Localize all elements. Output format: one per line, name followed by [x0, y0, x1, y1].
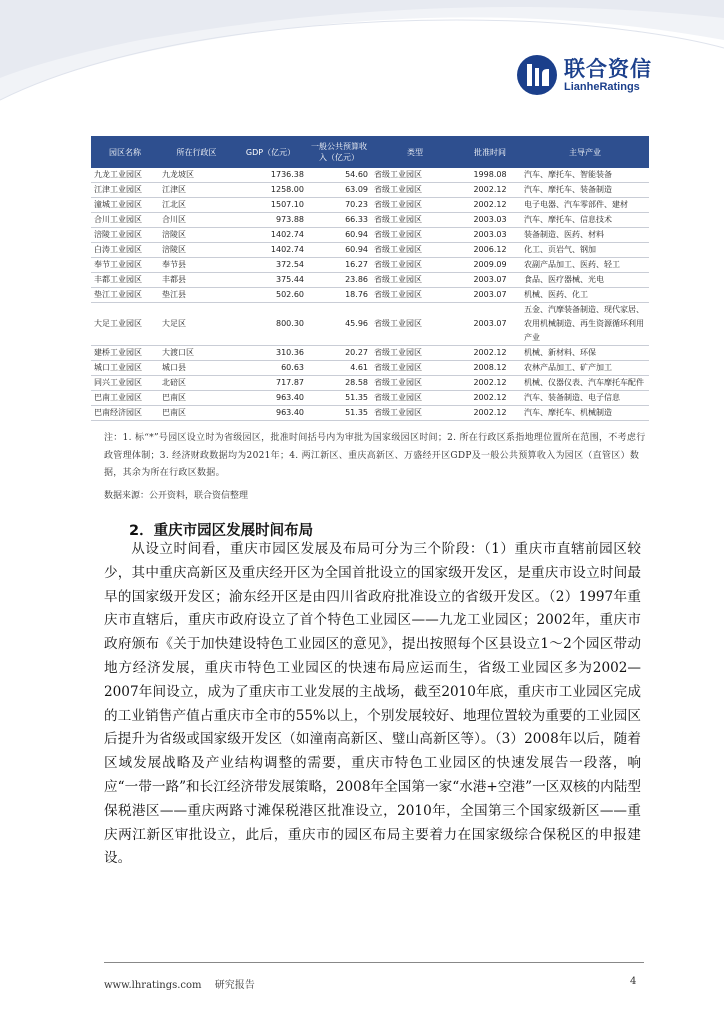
brand-logo [516, 54, 652, 96]
table-cell: 九龙坡区 [159, 168, 234, 183]
table-row [91, 288, 649, 303]
brand-name-cn: 联合资信 [564, 56, 652, 81]
table-header: 批准时间 [459, 136, 521, 168]
table-cell: 省级工业园区 [371, 198, 459, 213]
table-cell: 2003.07 [459, 303, 521, 346]
table-cell: 4.61 [307, 361, 371, 376]
table-cell: 省级工业园区 [371, 303, 459, 346]
footer-site-label [104, 976, 255, 991]
table-cell: 涪陵工业园区 [91, 228, 159, 243]
table-cell: 省级工业园区 [371, 258, 459, 273]
table-row [91, 361, 649, 376]
table-cell: 电子电器、汽车零部件、建材 [521, 198, 649, 213]
table-row [91, 168, 649, 183]
table-cell: 汽车、摩托车、智能装备 [521, 168, 649, 183]
table-cell: 巴南经济园区 [91, 406, 159, 421]
table-cell: 60.94 [307, 228, 371, 243]
table-cell: 省级工业园区 [371, 376, 459, 391]
table-cell: 省级工业园区 [371, 183, 459, 198]
footer-site: www.lhratings.com [104, 980, 202, 991]
table-row [91, 376, 649, 391]
table-cell: 63.09 [307, 183, 371, 198]
parks-table [91, 136, 649, 421]
table-cell: 2003.03 [459, 228, 521, 243]
table-header-row [91, 136, 649, 168]
table-cell: 五金、汽摩装备制造、现代家居、农用机械制造、再生资源循环利用产业 [521, 303, 649, 346]
brand-name-en: LianheRatings [564, 80, 640, 93]
table-cell: 大足区 [159, 303, 234, 346]
table-cell: 农副产品加工、医药、轻工 [521, 258, 649, 273]
table-cell: 装备制造、医药、材料 [521, 228, 649, 243]
table-cell: 2008.12 [459, 361, 521, 376]
table-cell: 18.76 [307, 288, 371, 303]
data-source: 数据来源：公开资料，联合资信整理 [104, 491, 249, 501]
table-cell: 375.44 [234, 273, 307, 288]
table-cell: 省级工业园区 [371, 168, 459, 183]
table-cell: 1736.38 [234, 168, 307, 183]
table-cell: 建桥工业园区 [91, 346, 159, 361]
table-cell: 2006.12 [459, 243, 521, 258]
table-cell: 潼城工业园区 [91, 198, 159, 213]
table-cell: 巴南工业园区 [91, 391, 159, 406]
table-row [91, 391, 649, 406]
table-cell: 涪陵区 [159, 228, 234, 243]
table-cell: 2003.03 [459, 213, 521, 228]
table-cell: 汽车、装备制造、电子信息 [521, 391, 649, 406]
footer-label: 研究报告 [214, 980, 255, 991]
table-cell: 垫江县 [159, 288, 234, 303]
table-cell: 1402.74 [234, 243, 307, 258]
table-cell: 省级工业园区 [371, 288, 459, 303]
table-cell: 城口县 [159, 361, 234, 376]
table-cell: 963.40 [234, 406, 307, 421]
table-cell: 2003.07 [459, 273, 521, 288]
table-cell: 农林产品加工、矿产加工 [521, 361, 649, 376]
table-cell: 丰都县 [159, 273, 234, 288]
section-paragraph: 从设立时间看，重庆市园区发展及布局可分为三个阶段：（1）重庆市直辖前园区较少，其中重庆高新区及重庆经开区为全国首批设立的国家级开发区，是重庆市设立时间最早的国家级开发区；渝东经开区是由四川省政府批准设立的省级开发区。（2）1997年重庆市直辖后，重庆市政府设立了首个特色工业园区——九龙工业园区；2002年，重庆市政府颁布《关于加快建设特色工业园区的意见》，提出按照每个区县设立1～2个园区带动地方经济发展，重庆市特色工业园区的快速布局应运而生，省级工业园区多为2002—2007年间设立，成为了重庆市工业发展的主战场，截至2010年底，重庆市工业园区完成的工业销售产值占重庆市全市的55%以上，个别发展较好、地理位置较为重要的工业园区后提升为省级或国家级开发区（如潼南高新区、璧山高新区等）。（3）2008年以后，随着区域发展战略及产业结构调整的需要，重庆市特色工业园区的快速发展告一段落，响应“一带一路”和长江经济带发展策略，2008年全国第一家“水港+空港”一区双核的内陆型保税港区——重庆两路寸滩保税港区批准设立，2010年，全国第三个国家级新区——重庆两江新区审批设立，此后，重庆市的园区布局主要着力在国家级综合保税区的申报建设。 [104, 541, 641, 867]
table-cell: 省级工业园区 [371, 243, 459, 258]
table-cell: 巴南区 [159, 406, 234, 421]
table-cell: 巴南区 [159, 391, 234, 406]
table-row [91, 303, 649, 346]
table-cell: 汽车、摩托车、机械制造 [521, 406, 649, 421]
footer-divider [104, 962, 644, 963]
table-row [91, 198, 649, 213]
table-row [91, 213, 649, 228]
table-cell: 800.30 [234, 303, 307, 346]
table-cell: 化工、页岩气、钢加 [521, 243, 649, 258]
table-cell: 省级工业园区 [371, 273, 459, 288]
table-cell: 垫江工业园区 [91, 288, 159, 303]
table-cell: 北碚区 [159, 376, 234, 391]
table-cell: 45.96 [307, 303, 371, 346]
table-cell: 2002.12 [459, 406, 521, 421]
table-cell: 白涛工业园区 [91, 243, 159, 258]
table-cell: 省级工业园区 [371, 228, 459, 243]
table-cell: 60.63 [234, 361, 307, 376]
lianhe-logo-icon [516, 54, 558, 96]
table-cell: 717.87 [234, 376, 307, 391]
table-cell: 2002.12 [459, 346, 521, 361]
table-cell: 城口工业园区 [91, 361, 159, 376]
table-header: 主导产业 [521, 136, 649, 168]
table-cell: 1402.74 [234, 228, 307, 243]
table-cell: 70.23 [307, 198, 371, 213]
table-cell: 963.40 [234, 391, 307, 406]
table-row [91, 243, 649, 258]
page-number: 4 [630, 976, 637, 987]
table-cell: 机械、仪器仪表、汽车摩托车配件 [521, 376, 649, 391]
section-heading: 2．重庆市园区发展时间布局 [129, 523, 314, 539]
table-cell: 310.36 [234, 346, 307, 361]
table-cell: 16.27 [307, 258, 371, 273]
table-cell: 1998.08 [459, 168, 521, 183]
table-cell: 省级工业园区 [371, 391, 459, 406]
table-cell: 66.33 [307, 213, 371, 228]
table-cell: 502.60 [234, 288, 307, 303]
table-cell: 省级工业园区 [371, 406, 459, 421]
table-cell: 28.58 [307, 376, 371, 391]
table-header: 一般公共预算收入（亿元） [307, 136, 371, 168]
table-cell: 1258.00 [234, 183, 307, 198]
table-body [91, 168, 649, 421]
table-note: 注：1. 标“*”号园区设立时为省级园区，批准时间括号内为审批为国家级园区时间；2. 所在行政区系指地理位置所在范围，不考虑行政管理体制；3. 经济财政数据均为2021年；4. 两江新区、重庆高新区、万盛经开区GDP及一般公共预算收入为园区（直管区）数据，其余为所在行政区数据。 [104, 433, 646, 478]
table-cell: 省级工业园区 [371, 213, 459, 228]
table-cell: 54.60 [307, 168, 371, 183]
table-cell: 九龙工业园区 [91, 168, 159, 183]
table-cell: 汽车、摩托车、装备制造 [521, 183, 649, 198]
table-cell: 2003.07 [459, 288, 521, 303]
table-row [91, 228, 649, 243]
table-row [91, 406, 649, 421]
table-row [91, 183, 649, 198]
table-cell: 奉节工业园区 [91, 258, 159, 273]
table-cell: 2002.12 [459, 376, 521, 391]
table-cell: 省级工业园区 [371, 346, 459, 361]
table-cell: 2009.09 [459, 258, 521, 273]
table-cell: 20.27 [307, 346, 371, 361]
table-cell: 合川工业园区 [91, 213, 159, 228]
table-row [91, 273, 649, 288]
table-cell: 机械、新材料、环保 [521, 346, 649, 361]
table-header: GDP（亿元） [234, 136, 307, 168]
table-cell: 1507.10 [234, 198, 307, 213]
table-cell: 大足工业园区 [91, 303, 159, 346]
table-cell: 2002.12 [459, 198, 521, 213]
table-cell: 51.35 [307, 406, 371, 421]
table-cell: 60.94 [307, 243, 371, 258]
table-cell: 丰都工业园区 [91, 273, 159, 288]
table-cell: 奉节县 [159, 258, 234, 273]
table-cell: 涪陵区 [159, 243, 234, 258]
table-cell: 食品、医疗器械、光电 [521, 273, 649, 288]
table-cell: 51.35 [307, 391, 371, 406]
table-header: 所在行政区 [159, 136, 234, 168]
table-cell: 23.86 [307, 273, 371, 288]
table-header: 类型 [371, 136, 459, 168]
table-cell: 大渡口区 [159, 346, 234, 361]
table-cell: 机械、医药、化工 [521, 288, 649, 303]
table-cell: 2002.12 [459, 183, 521, 198]
table-cell: 江北区 [159, 198, 234, 213]
table-cell: 江津区 [159, 183, 234, 198]
table-header: 园区名称 [91, 136, 159, 168]
table-cell: 汽车、摩托车、信息技术 [521, 213, 649, 228]
table-cell: 合川区 [159, 213, 234, 228]
table-cell: 同兴工业园区 [91, 376, 159, 391]
table-cell: 372.54 [234, 258, 307, 273]
table-cell: 973.88 [234, 213, 307, 228]
table-row [91, 258, 649, 273]
table-cell: 省级工业园区 [371, 361, 459, 376]
table-cell: 2002.12 [459, 391, 521, 406]
table-cell: 江津工业园区 [91, 183, 159, 198]
table-row [91, 346, 649, 361]
